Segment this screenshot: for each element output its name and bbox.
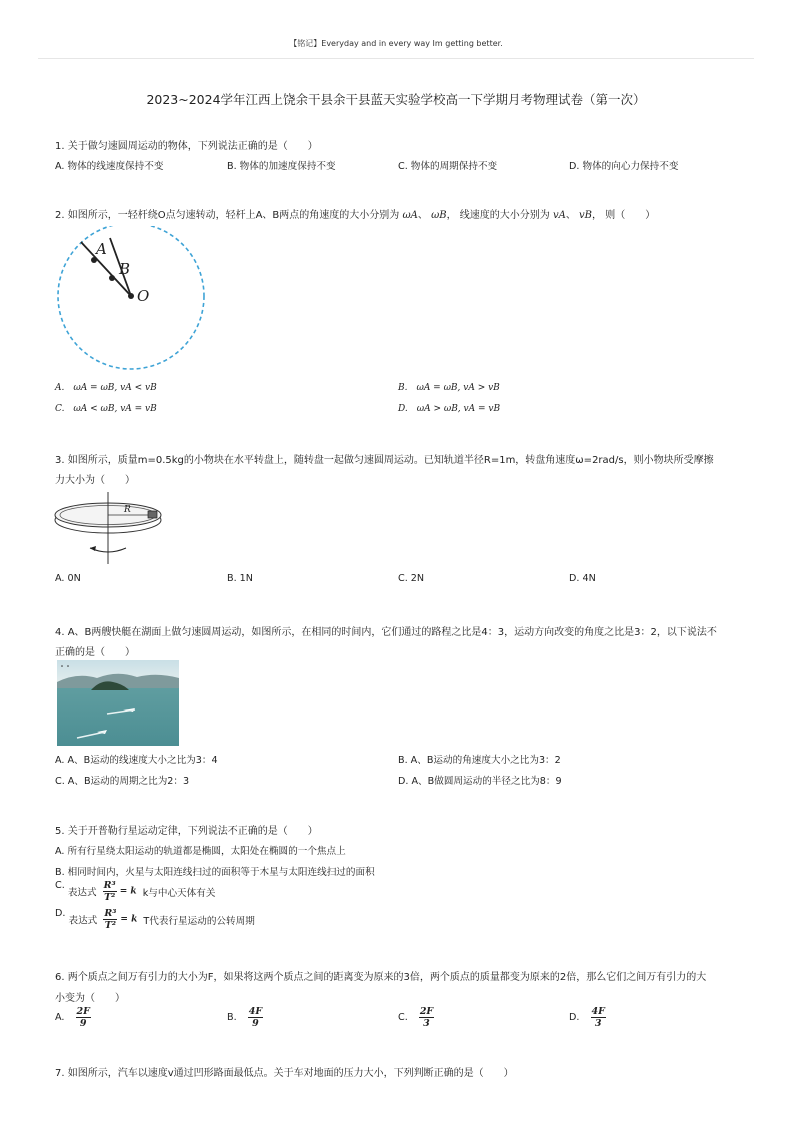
q1-option-d: D. 物体的向心力保持不变 <box>569 161 679 172</box>
q2-rotating-rod-figure <box>50 226 215 381</box>
q2-omega-b: ωB <box>431 210 447 221</box>
q2-v-b: vB <box>579 210 593 221</box>
q6-option-b-label: B. <box>227 1012 237 1023</box>
q6-option-c-fraction <box>419 1006 434 1029</box>
exam-title: 2023~2024学年江西上饶余干县余干县蓝天实验学校高一下学期月考物理试卷（第一次） <box>146 92 646 107</box>
fraction-denominator: 9 <box>252 1018 259 1029</box>
formula-numerator: R³ <box>104 908 117 919</box>
q5-option-d-suffix: T代表行星运动的公转周期 <box>143 915 255 927</box>
fraction-denominator: 3 <box>423 1018 430 1029</box>
q6-option-a-label: A. <box>55 1012 65 1023</box>
lake-scene <box>57 660 179 746</box>
formula-rhs: = k <box>119 886 137 897</box>
fraction-numerator: 4F <box>248 1006 263 1017</box>
q4-speedboat-photo <box>57 660 179 746</box>
q5-stem: 5. 关于开普勒行星运动定律，下列说法不正确的是（ ） <box>55 826 318 837</box>
q2-stem-a: 2. 如图所示，一轻杆绕O点匀速转动，轻杆上A、B两点的角速度的大小分别为 <box>55 210 400 221</box>
fraction-denominator: 9 <box>79 1018 87 1029</box>
q5-option-d-label: D. <box>55 908 66 919</box>
formula-numerator: R³ <box>103 880 116 891</box>
q3-option-a: A. 0N <box>55 573 81 584</box>
q1-option-c: C. 物体的周期保持不变 <box>398 161 498 172</box>
q4-stem-line1: 4. A、B两艘快艇在湖面上做匀速圆周运动，如图所示，在相同的时间内，它们通过的路程之比是4：3，运动方向改变的角度之比是3：2，以下说法不 <box>55 627 717 638</box>
q3-stem-line2: 力大小为（ ） <box>55 475 135 486</box>
q5-option-c <box>55 880 215 903</box>
q6-option-c <box>398 1006 437 1029</box>
q5-option-d <box>55 908 255 931</box>
label-r: R <box>124 505 131 515</box>
q2-omega-a: ωA <box>402 210 418 221</box>
q2-stem-c: 则（ ） <box>605 210 656 221</box>
q2-v-a: vA <box>552 210 566 221</box>
q4-stem-line2: 正确的是（ ） <box>55 647 135 658</box>
label-b: B <box>119 260 131 278</box>
header-divider <box>38 58 754 59</box>
q6-option-a-fraction <box>76 1006 91 1029</box>
formula-denominator: T² <box>104 920 116 931</box>
q7-stem: 7. 如图所示，汽车以速度v通过凹形路面最低点。关于车对地面的压力大小，下列判断正确的是（ ） <box>55 1068 514 1079</box>
q6-option-d-fraction <box>591 1006 606 1029</box>
q5-option-c-prefix: 表达式 <box>67 887 97 899</box>
fraction-numerator: 2F <box>419 1006 434 1017</box>
q3-turntable-figure <box>52 490 177 568</box>
q2-option-a: A. ωA = ωB, vA < vB <box>55 383 157 393</box>
q4-option-a: A. A、B运动的线速度大小之比为3：4 <box>55 755 218 766</box>
q6-option-d-label: D. <box>569 1012 580 1023</box>
block <box>148 511 157 518</box>
q5-option-d-formula <box>103 908 117 931</box>
q3-option-b: B. 1N <box>227 573 253 584</box>
q4-option-c: C. A、B运动的周期之比为2：3 <box>55 776 190 787</box>
q5-option-b: B. 相同时间内，火星与太阳连线扫过的面积等于木星与太阳连线扫过的面积 <box>55 867 375 878</box>
q6-option-d <box>569 1006 609 1029</box>
q2-stem: 2. 如图所示，一轻杆绕O点匀速转动，轻杆上A、B两点的角速度的大小分别为 ωA、 ωB， 线速度的大小分别为 vA、 vB， 则（ ） <box>55 210 656 221</box>
fraction-denominator: 3 <box>594 1018 602 1029</box>
q3-option-c: C. 2N <box>398 573 425 584</box>
q1-option-b: B. 物体的加速度保持不变 <box>227 161 336 172</box>
q5-option-a: A. 所有行星绕太阳运动的轨道都是椭圆，太阳处在椭圆的一个焦点上 <box>55 846 346 857</box>
label-a: A <box>96 240 107 258</box>
q3-option-d: D. 4N <box>569 573 596 584</box>
q3-stem-line1: 3. 如图所示，质量m=0.5kg的小物块在水平转盘上，随转盘一起做匀速圆周运动。已知轨道半径R=1m，转盘角速度ω=2rad/s，则小物块所受摩擦 <box>55 455 714 466</box>
q6-option-c-label: C. <box>398 1012 408 1023</box>
q2-option-b: B. ωA = ωB, vA > vB <box>398 383 500 393</box>
q4-option-d: D. A、B做圆周运动的半径之比为8：9 <box>398 776 562 787</box>
q1-stem: 1. 关于做匀速圆周运动的物体，下列说法正确的是（ ） <box>55 141 318 152</box>
q4-option-b: B. A、B运动的角速度大小之比为3：2 <box>398 755 561 766</box>
q2-stem-b: 线速度的大小分别为 <box>459 210 550 221</box>
arrow-head <box>90 546 96 551</box>
formula-rhs: = k <box>120 914 138 925</box>
q5-option-d-prefix: 表达式 <box>68 915 98 927</box>
label-o: O <box>137 287 150 305</box>
q5-option-c-label: C. <box>55 880 65 891</box>
q6-option-a <box>55 1006 94 1029</box>
q5-option-c-formula <box>103 880 117 903</box>
q6-option-b <box>227 1006 266 1029</box>
header-motto: 【铭记】Everyday and in every way Im getting better. <box>289 39 503 48</box>
q6-stem-line2: 小变为（ ） <box>55 993 125 1004</box>
q6-stem-line1: 6. 两个质点之间万有引力的大小为F，如果将这两个质点之间的距离变为原来的3倍，两个质点的质量都变为原来的2倍，那么它们之间万有引力的大 <box>55 972 707 983</box>
q5-option-c-suffix: k与中心天体有关 <box>142 887 216 899</box>
formula-denominator: T² <box>104 892 116 903</box>
q2-option-c: C. ωA < ωB, vA = vB <box>55 404 157 414</box>
fraction-numerator: 4F <box>591 1006 605 1017</box>
fraction-numerator: 2F <box>76 1006 90 1017</box>
q6-option-b-fraction <box>248 1006 263 1029</box>
q2-option-d: D. ωA > ωB, vA = vB <box>398 404 501 414</box>
q1-option-a: A. 物体的线速度保持不变 <box>55 161 164 172</box>
